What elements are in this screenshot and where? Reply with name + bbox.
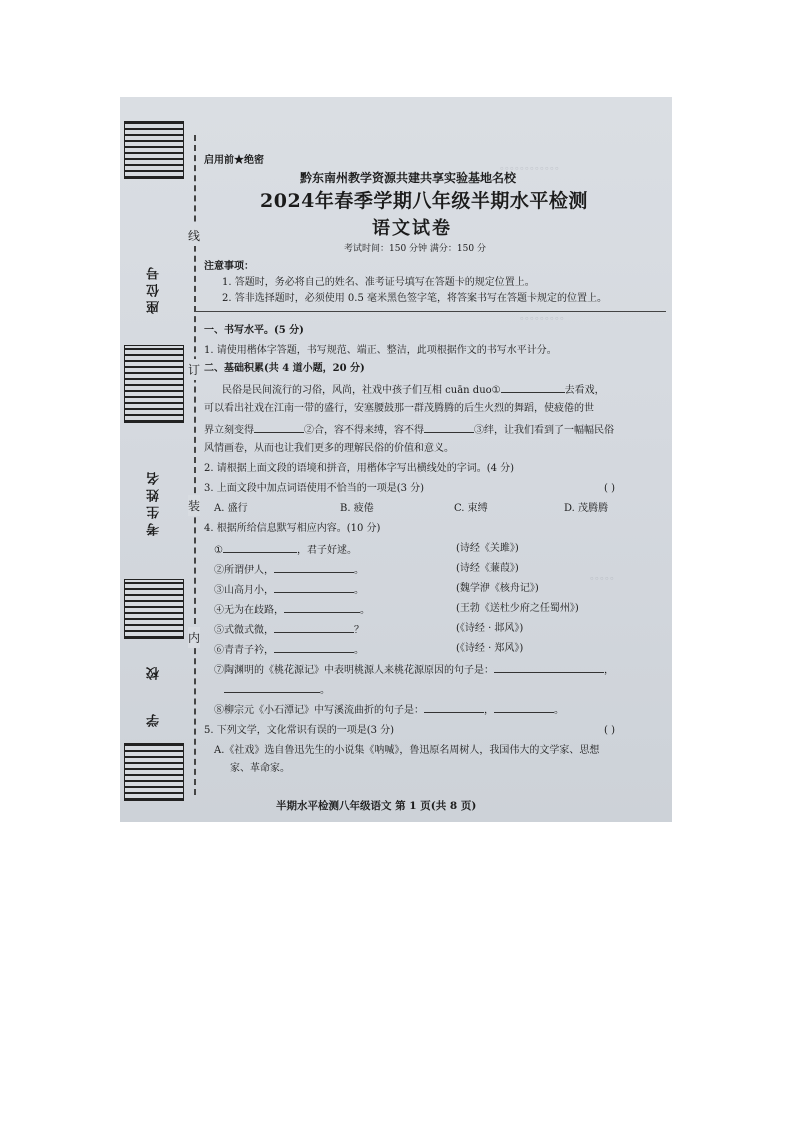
question-3: 3. 上面文段中加点词语使用不恰当的一项是(3 分) (204, 483, 425, 494)
recite-item: ⑦陶渊明的《桃花源记》中表明桃源人来桃花源原因的句子是： ， (214, 661, 614, 678)
recite-source: (诗经《关雎》) (456, 543, 519, 554)
answer-blank (254, 421, 304, 433)
page-footer: 半期水平检测八年级语文 第 1 页(共 8 页) (276, 800, 477, 812)
recite-item: ⑧柳宗元《小石潭记》中写溪流曲折的句子是： ， 。 (214, 701, 564, 718)
cut-mark-ding: 订 (188, 359, 200, 380)
binding-strip (124, 121, 184, 801)
recite-source: (《诗经 · 郑风》) (456, 643, 524, 654)
question-5: 5. 下列文学，文化常识有误的一项是(3 分) (204, 725, 395, 736)
note-item: 2. 答非选择题时，必须使用 0.5 毫米黑色签字笔，将答案书写在答题卡规定的位置上。 (222, 293, 607, 304)
recite-item: ②所谓伊人， 。 (214, 561, 364, 578)
name-label: 考生姓名 (146, 468, 162, 536)
option-a: A. 盛行 (214, 503, 248, 514)
cut-mark-zhuang: 装 (188, 495, 200, 516)
recite-source: (诗经《蒹葭》) (456, 563, 519, 574)
stripe-block (124, 345, 184, 423)
recite-source: (魏学洢《核舟记》) (456, 583, 539, 594)
stripe-block (124, 743, 184, 801)
school-label-1: 校 (146, 662, 162, 680)
question-1: 1. 请使用楷体字答题，书写规范、端正、整洁，此项根据作文的书写水平计分。 (204, 345, 557, 356)
option-a-text: A.《社戏》选自鲁迅先生的小说集《呐喊》，鲁迅原名周树人，我国伟大的文学家、思想 (214, 745, 600, 756)
passage-line: 风情画卷，从而也让我们更多的理解民俗的价值和意义。 (204, 443, 454, 454)
school-field-2 (124, 696, 184, 741)
option-d: D. 茂腾腾 (564, 503, 609, 514)
stripe-block (124, 121, 184, 179)
answer-bracket: ( ) (604, 725, 615, 736)
subject-title: 语文试卷 (372, 218, 452, 239)
cut-mark-nei: 内 (188, 627, 200, 648)
name-field (124, 427, 184, 577)
passage-line: 可以看出社戏在江南一带的盛行，安塞腰鼓那一群茂腾腾的后生火烈的舞蹈，使疲倦的世 (204, 403, 594, 414)
option-c: C. 束缚 (454, 503, 488, 514)
stripe-block (124, 579, 184, 639)
option-a-text-cont: 家、革命家。 (230, 763, 290, 774)
question-2: 2. 请根据上面文段的语境和拼音，用楷体字写出横线处的字词。(4 分) (204, 463, 515, 474)
recite-item: ④无为在歧路， 。 (214, 601, 370, 618)
section2-heading: 二、基础积累(共 4 道小题，20 分) (204, 363, 365, 374)
exam-title: 2024年春季学期八年级半期水平检测 (260, 190, 588, 212)
school-label-2: 学 (146, 710, 162, 727)
recite-source: (王勃《送杜少府之任蜀州》) (456, 603, 579, 614)
seat-label: 座位号 (146, 262, 162, 314)
note-item: 1. 答题时，务必将自己的姓名、准考证号填写在答题卡的规定位置上。 (222, 277, 535, 288)
passage-line: 界立刻变得 ②合，容不得来缚，容不得 ③绊，让我们看到了一幅幅民俗 (204, 421, 614, 438)
notes-heading: 注意事项： (204, 261, 254, 272)
divider (196, 311, 666, 312)
answer-bracket: ( ) (604, 483, 615, 494)
question-4: 4. 根据所给信息默写相应内容。(10 分) (204, 523, 381, 534)
school-field-1 (124, 641, 184, 701)
time-info: 考试时间：150 分钟 满分：150 分 (344, 244, 486, 254)
option-b: B. 疲倦 (340, 503, 374, 514)
recite-item-continued: 。 (224, 681, 330, 698)
answer-blank (501, 381, 565, 393)
recite-source: (《诗经 · 邶风》) (456, 623, 524, 634)
section1-heading: 一、书写水平。(5 分) (204, 325, 304, 336)
recite-item: ⑤式微式微， ？ (214, 621, 364, 638)
passage-line: 民俗是民间流行的习俗，风尚，社戏中孩子们互相 cuān duo① 去看戏， (222, 381, 605, 398)
scanned-exam-page: 座位号 考生姓名 校 学 线 订 装 内 。。。。。。。。。。。。 。。。。。。。。。 。。。。。 启用前★绝密 黔东南州教学资源共建共享实验基地名校 2024年春季学期八年级半期水平检测 语文试卷 考试时间：150 分钟 满分：150 分 注意事项： 1. 答题时，务必将自己的姓名、准考证号填写在答题卡的规定位置上。 2. 答非选择题时，必须使用 0.5 毫米黑色签字笔，将答案书写在答题卡规定的位置上。 一、书写水平。(5 分) 1. 请使用楷体字答题，书写规范、端正、整洁，此项根据作文的书写水平计分。 二、基础积累(共 4 道小题，20 分) 民俗是民间流行的习俗，风尚，社戏中孩子们互相 cuān duo① 去看戏， 可以看出社戏在江南一带的盛行，安塞腰鼓那一群茂腾腾的后生火烈的舞蹈，使疲倦的世 界立刻变得 ②合，容不得来缚，容不得 ③绊，让我们看到了一幅幅民俗 风情画卷，从而也让我们更多的理解民俗的价值和意义。 2. 请根据上面文段的语境和拼音，用楷体字写出横线处的字词。(4 分) 3. 上面文段中加点词语使用不恰当的一项是(3 分) ( ) A. 盛行 B. 疲倦 C. 束缚 D. 茂腾腾 4. 根据所给信息默写相应内容。(10 分) ① ，君子好逑。 (诗经《关雎》) ②所谓伊人， 。 (诗经《蒹葭》) ③山高月小， 。 (魏学洢《核舟记》) ④无为在歧路， 。 (王勃《送杜少府之任蜀州》) ⑤式微式微， ？ (《诗经 · 邶风》) ⑥青青子衿， 。 (《诗经 · 郑风》) ⑦陶渊明的《桃花源记》中表明桃源人来桃花源原因的句子是： ， 。 ⑧柳宗元《小石潭记》中写溪流曲折的句子是： ， 。 5. 下列文学，文化常识有误的一项是(3 分) ( ) A.《社戏》选自鲁迅先生的小说集《呐喊》，鲁迅原名周树人，我国伟大的文学家、思想 家、革命家。 半期水平检测八年级语文 第 1 页(共 8 页) (120, 97, 672, 822)
secret-label: 启用前★绝密 (204, 155, 264, 166)
org-name: 黔东南州教学资源共建共享实验基地名校 (300, 171, 517, 185)
recite-item: ① ，君子好逑。 (214, 541, 357, 558)
answer-blank (424, 421, 474, 433)
recite-item: ⑥青青子衿， 。 (214, 641, 364, 658)
cut-mark-xian: 线 (188, 225, 200, 246)
recite-item: ③山高月小， 。 (214, 581, 364, 598)
